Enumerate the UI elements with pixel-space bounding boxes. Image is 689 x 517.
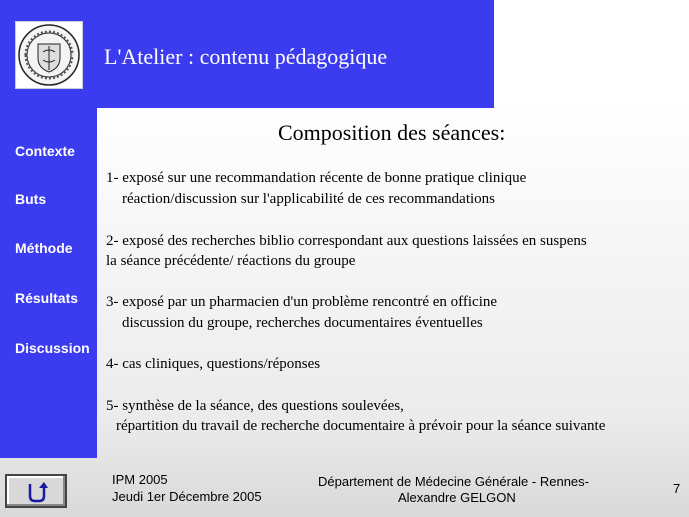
page-number: 7 xyxy=(673,481,681,496)
sidebar-item-buts[interactable]: Buts xyxy=(15,191,47,207)
home-button[interactable] xyxy=(5,474,67,508)
content-line: 4- cas cliniques, questions/réponses xyxy=(106,356,321,372)
return-arrow-icon xyxy=(26,480,48,504)
footer-author: Alexandre GELGON xyxy=(398,490,516,505)
sidebar-item-methode[interactable]: Méthode xyxy=(15,240,73,256)
content-line: la séance précédente/ réactions du groupe xyxy=(106,253,356,269)
content-line: 1- exposé sur une recommandation récente de bonne pratique clinique xyxy=(106,170,527,186)
footer-event: IPM 2005 xyxy=(112,472,168,487)
section-heading: Composition des séances: xyxy=(278,120,506,145)
faculty-logo xyxy=(15,21,83,89)
content-line: 5- synthèse de la séance, des questions soulevées, xyxy=(106,398,404,414)
sidebar-item-contexte[interactable]: Contexte xyxy=(15,143,75,159)
content-line: réaction/discussion sur l'applicabilité de ces recommandations xyxy=(122,191,496,207)
footer-date: Jeudi 1er Décembre 2005 xyxy=(112,489,262,504)
sidebar-item-resultats[interactable]: Résultats xyxy=(15,290,79,306)
content-line: discussion du groupe, recherches documentaires éventuelles xyxy=(122,315,483,331)
content-line: 3- exposé par un pharmacien d'un problème rencontré en officine xyxy=(106,294,498,310)
footer-department: Département de Médecine Générale - Rennes- xyxy=(318,474,589,489)
slide-title: L'Atelier : contenu pédagogique xyxy=(104,44,388,69)
sidebar-item-discussion[interactable]: Discussion xyxy=(15,340,90,356)
content-line: répartition du travail de recherche documentaire à prévoir pour la séance suivante xyxy=(116,418,606,434)
content-line: 2- exposé des recherches biblio correspondant aux questions laissées en suspens xyxy=(106,233,587,249)
